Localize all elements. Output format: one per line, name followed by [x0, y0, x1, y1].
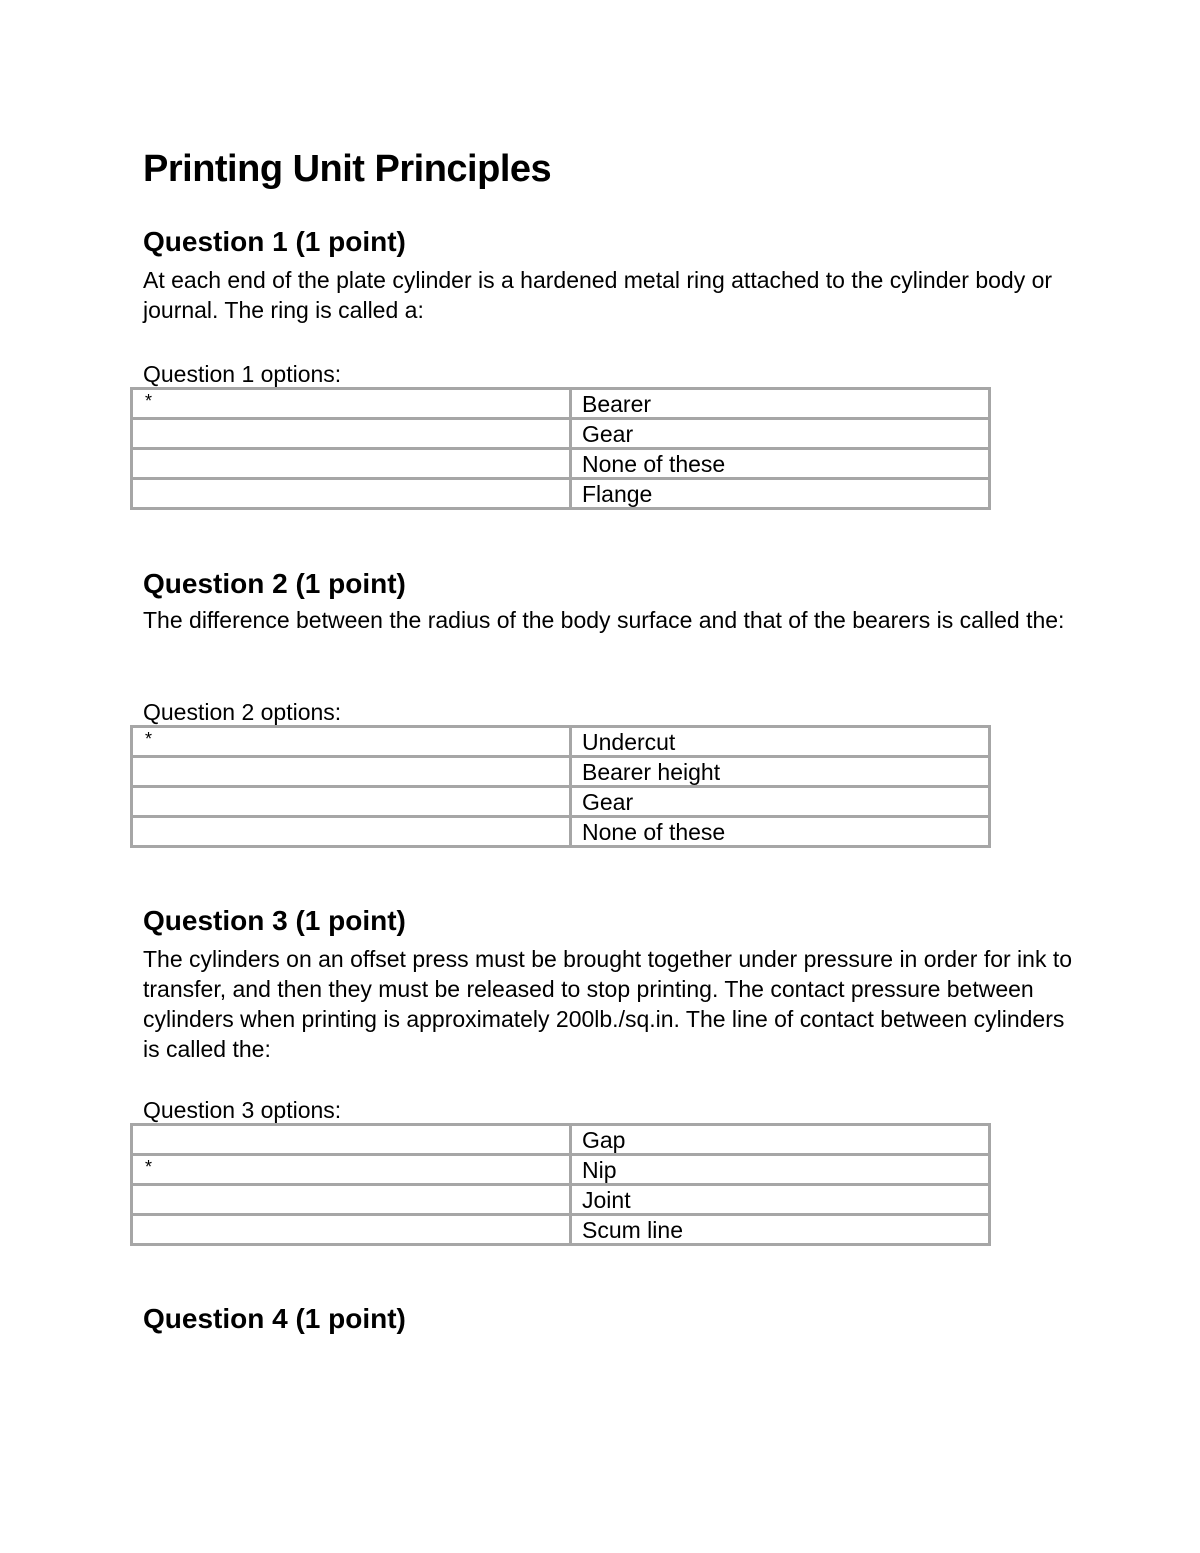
option-label: Bearer height	[571, 757, 990, 787]
option-mark	[132, 787, 571, 817]
option-label: Scum line	[571, 1215, 990, 1245]
question-2-options-label: Question 2 options:	[143, 699, 342, 725]
option-mark	[132, 1185, 571, 1215]
question-4-heading: Question 4 (1 point)	[143, 1303, 406, 1334]
question-2-text: The difference between the radius of the body surface and that of the bearers is called the:	[143, 607, 1065, 633]
option-mark	[132, 817, 571, 847]
option-row[interactable]	[132, 1215, 990, 1245]
question-2-heading: Question 2 (1 point)	[143, 568, 406, 599]
option-row[interactable]	[132, 1125, 990, 1155]
option-row[interactable]	[132, 1155, 990, 1185]
option-label: Gear	[571, 419, 990, 449]
option-mark	[132, 1125, 571, 1155]
option-mark	[132, 479, 571, 509]
option-mark: *	[132, 389, 571, 419]
question-3-heading: Question 3 (1 point)	[143, 905, 406, 936]
option-label: Gap	[571, 1125, 990, 1155]
option-label: Undercut	[571, 727, 990, 757]
question-1-options-label: Question 1 options:	[143, 361, 342, 387]
option-row[interactable]	[132, 1185, 990, 1215]
question-2-options-table	[130, 725, 991, 848]
option-mark: *	[132, 727, 571, 757]
option-label: None of these	[571, 817, 990, 847]
option-row[interactable]	[132, 817, 990, 847]
option-label: Flange	[571, 479, 990, 509]
option-row[interactable]	[132, 787, 990, 817]
option-mark: *	[132, 1155, 571, 1185]
option-label: Joint	[571, 1185, 990, 1215]
question-1-text: At each end of the plate cylinder is a hardened metal ring attached to the cylinder body or journal. The ring is called a:	[143, 267, 1053, 323]
option-row[interactable]	[132, 449, 990, 479]
option-label: Nip	[571, 1155, 990, 1185]
option-mark	[132, 449, 571, 479]
option-row[interactable]	[132, 757, 990, 787]
option-label: Gear	[571, 787, 990, 817]
option-mark	[132, 419, 571, 449]
option-row[interactable]	[132, 389, 990, 419]
page-title: Printing Unit Principles	[143, 148, 552, 190]
option-label: None of these	[571, 449, 990, 479]
option-row[interactable]	[132, 727, 990, 757]
option-mark	[132, 1215, 571, 1245]
question-3-text: The cylinders on an offset press must be brought together under pressure in order for ink to transfer, and then they must be released to stop printing. The contact pressure between cylinders when printing is approximately 200lb./sq.in. The line of contact between cylinders is called the:	[143, 946, 1073, 1062]
question-1-heading: Question 1 (1 point)	[143, 226, 406, 257]
question-1-options-table	[130, 387, 991, 510]
option-mark	[132, 757, 571, 787]
option-row[interactable]	[132, 479, 990, 509]
option-label: Bearer	[571, 389, 990, 419]
question-3-options-label: Question 3 options:	[143, 1097, 342, 1123]
question-3-options-table	[130, 1123, 991, 1246]
option-row[interactable]	[132, 419, 990, 449]
